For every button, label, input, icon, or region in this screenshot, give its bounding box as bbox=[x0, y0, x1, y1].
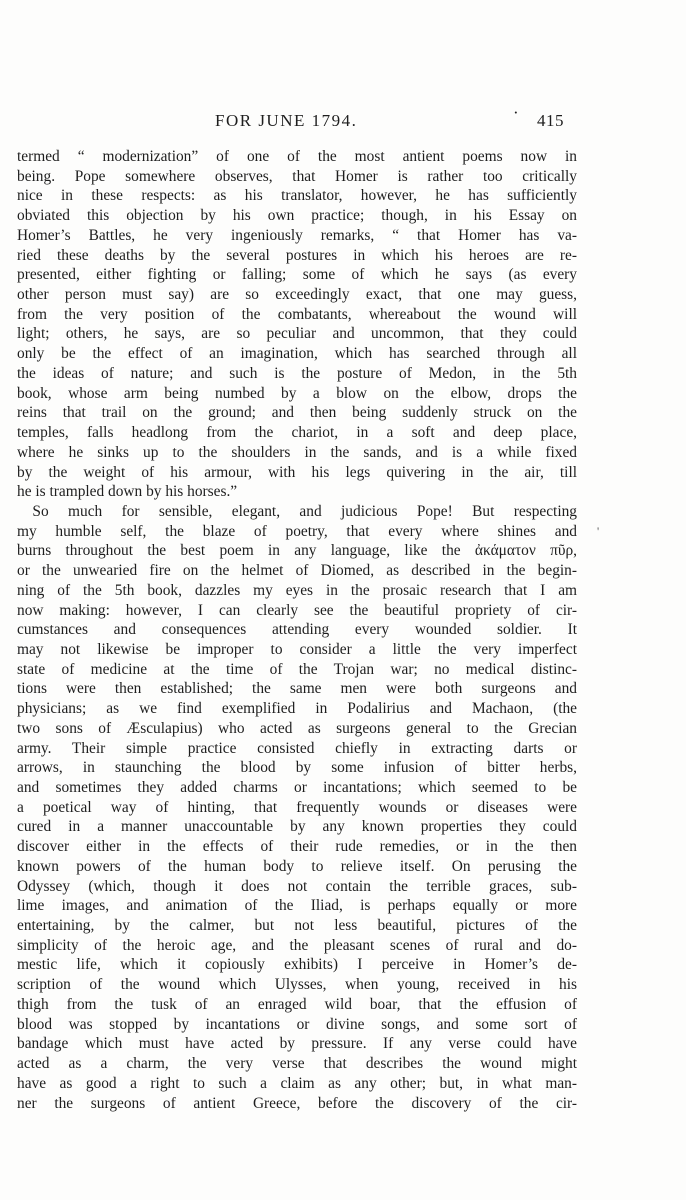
text-line: or the unwearied fire on the helmet of Diomed, as described in the begin- bbox=[17, 562, 577, 580]
running-head: FOR JUNE 1794. bbox=[215, 111, 358, 130]
text-line: the ideas of nature; and such is the posture of Medon, in the 5th bbox=[17, 364, 577, 382]
text-line: state of medicine at the time of the Trojan war; no medical distinc- bbox=[17, 660, 577, 678]
text-line: simplicity of the heroic age, and the pleasant scenes of rural and do- bbox=[17, 936, 577, 954]
text-line: Homer’s Battles, he very ingeniously remarks, “ that Homer has va- bbox=[17, 226, 577, 244]
body-text bbox=[17, 147, 577, 1113]
text-line: my humble self, the blaze of poetry, that every where shines and bbox=[17, 522, 577, 540]
page-header bbox=[0, 103, 686, 141]
text-line: blood was stopped by incantations or divine songs, and some sort of bbox=[17, 1015, 577, 1033]
text-line: So much for sensible, elegant, and judicious Pope! But respecting bbox=[17, 502, 577, 520]
text-line: cumstances and consequences attending every wounded soldier. It bbox=[17, 621, 577, 639]
header-dot: · bbox=[513, 103, 519, 122]
text-line: light; others, he says, are so peculiar and uncommon, that they could bbox=[17, 325, 577, 343]
text-line: presented, either fighting or falling; some of which he says (as every bbox=[17, 266, 577, 284]
margin-mark: ' bbox=[597, 524, 600, 538]
text-line: acted as a charm, the very verse that describes the wound might bbox=[17, 1055, 577, 1073]
text-line: Odyssey (which, though it does not contain the terrible graces, sub- bbox=[17, 877, 577, 895]
text-line: now making: however, I can clearly see the beautiful propriety of cir- bbox=[17, 601, 577, 619]
text-line: arrows, in staunching the blood by some infusion of bitter herbs, bbox=[17, 759, 577, 777]
text-line: nice in these respects: as his translator, however, he has sufficiently bbox=[17, 187, 577, 205]
text-line: and sometimes they added charms or incantations; which seemed to be bbox=[17, 779, 577, 796]
text-line: thigh from the tusk of an enraged wild boar, that the effusion of bbox=[17, 995, 577, 1013]
text-line: temples, falls headlong from the chariot, in a soft and deep place, bbox=[17, 424, 577, 442]
text-line: physicians; as we find exemplified in Podalirius and Machaon, (the bbox=[17, 700, 577, 718]
text-line: a poetical way of hinting, that frequently wounds or diseases were bbox=[17, 798, 577, 816]
text-line: termed “ modernization” of one of the most antient poems now in bbox=[17, 148, 577, 165]
text-line: mestic life, which it copiously exhibits) I perceive in Homer’s de- bbox=[17, 956, 577, 974]
text-line: ried these deaths by the several postures in which his heroes are re- bbox=[17, 246, 577, 264]
text-line: being. Pope somewhere observes, that Homer is rather too critically bbox=[17, 167, 577, 185]
text-line: book, whose arm being numbed by a blow on the elbow, drops the bbox=[17, 384, 577, 402]
text-line: army. Their simple practice consisted chiefly in extracting darts or bbox=[17, 739, 577, 757]
text-line: from the very position of the combatants, whereabout the wound will bbox=[17, 305, 577, 323]
text-line: ner the surgeons of antient Greece, before the discovery of the cir- bbox=[17, 1094, 577, 1112]
text-line: two sons of Æsculapius) who acted as surgeons general to the Grecian bbox=[17, 719, 577, 737]
text-line: discover either in the effects of their rude remedies, or in the then bbox=[17, 838, 577, 856]
text-line: ning of the 5th book, dazzles my eyes in the prosaic research that I am bbox=[17, 581, 577, 599]
text-line: obviated this objection by his own practice; though, in his Essay on bbox=[17, 207, 577, 225]
text-line: bandage which must have acted by pressure. If any verse could have bbox=[17, 1035, 577, 1053]
text-line: cured in a manner unaccountable by any known properties they could bbox=[17, 818, 577, 836]
text-line: scription of the wound which Ulysses, when young, received in his bbox=[17, 976, 577, 994]
text-line: where he sinks up to the shoulders in the sands, and is a while fixed bbox=[17, 443, 577, 461]
text-line: by the weight of his armour, with his legs quivering in the air, till bbox=[17, 463, 577, 481]
text-line: other person must say) are so exceedingly exact, that one may guess, bbox=[17, 286, 577, 304]
text-line: reins that trail on the ground; and then being suddenly struck on the bbox=[17, 404, 577, 422]
paragraph-end-line: he is trampled down by his horses.” bbox=[17, 483, 238, 501]
text-line: known powers of the human body to relieve itself. On perusing the bbox=[17, 857, 577, 875]
text-line: tions were then established; the same men were both surgeons and bbox=[17, 680, 577, 698]
text-line: entertaining, by the calmer, but not less beautiful, pictures of the bbox=[17, 917, 577, 935]
text-line: only be the effect of an imagination, which has searched through all bbox=[17, 345, 577, 363]
text-line: burns throughout the best poem in any language, like the ἀκάματον πῦρ, bbox=[17, 542, 577, 560]
text-line: lime images, and animation of the Iliad, is perhaps equally or more bbox=[17, 897, 577, 915]
text-line: have as good a right to such a claim as any other; but, in what man- bbox=[17, 1074, 577, 1092]
text-line: may not likewise be improper to consider a little the very imperfect bbox=[17, 640, 577, 658]
page-number: 415 bbox=[537, 111, 564, 130]
